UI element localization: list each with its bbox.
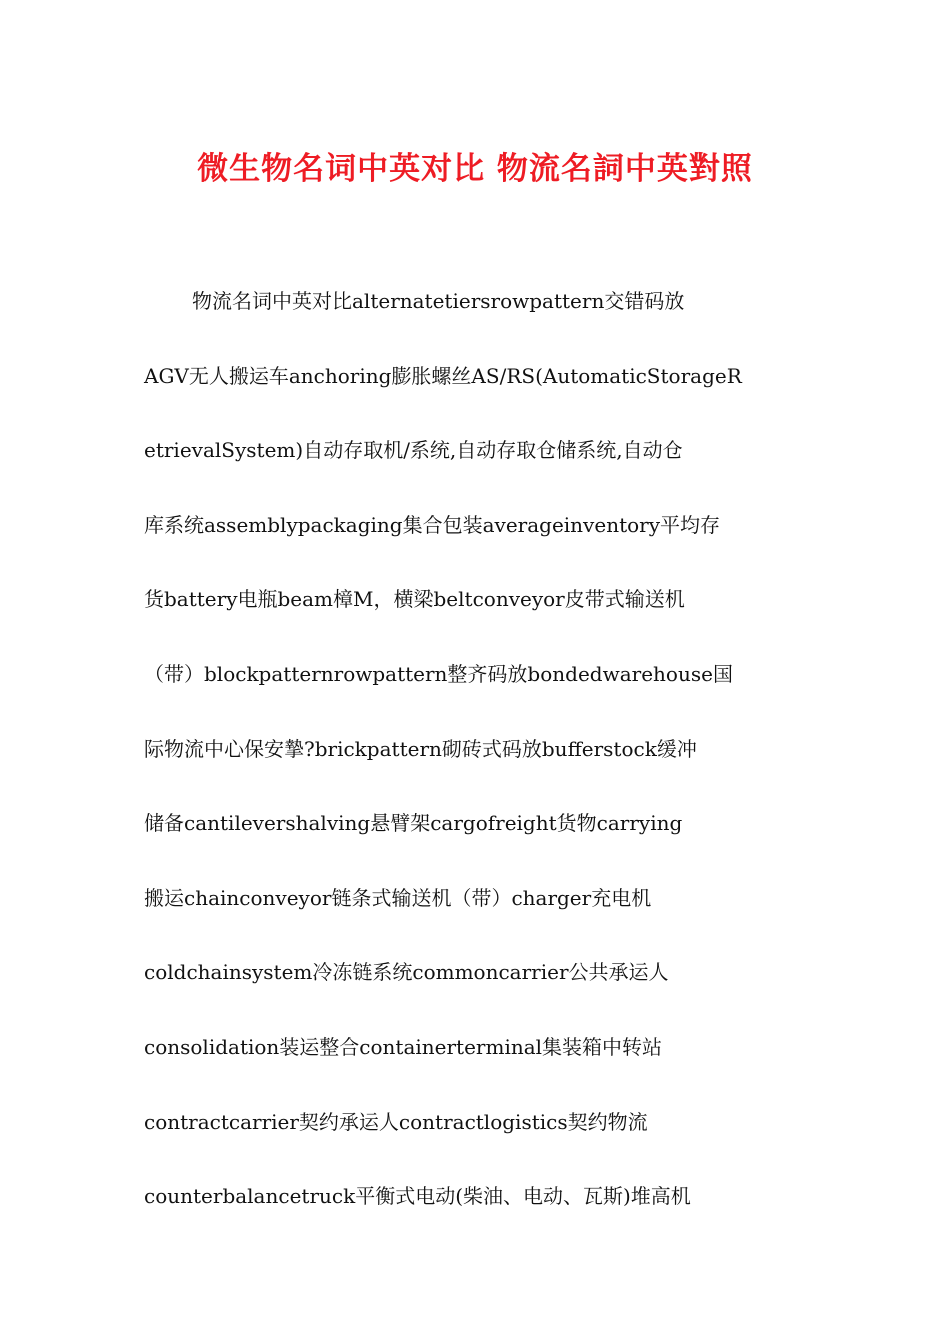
body-line: contractcarrier契约承运人contractlogistics契约物流 (144, 1109, 648, 1134)
body-line: coldchainsystem冷冻链系统commoncarrier公共承运人 (144, 960, 669, 985)
body-line: 储备cantilevershalving悬臂架cargofreight货物carrying (144, 811, 683, 836)
body-line: AGV无人搬运车anchoring膨胀螺丝AS/RS(AutomaticStorageR (144, 363, 742, 388)
body-line: counterbalancetruck平衡式电动(柴油、电动、瓦斯)堆高机 (144, 1184, 691, 1209)
body-line: 货battery电瓶beam樟M，横梁beltconveyor皮带式输送机 (144, 587, 685, 612)
body-line: 搬运chainconveyor链条式输送机（带）charger充电机 (144, 885, 652, 910)
body-line: etrievalSystem)自动存取机/系统,自动存取仓储系统,自动仓 (144, 438, 683, 463)
body-line: 际物流中心保安摯?brickpattern砌砖式码放bufferstock缓冲 (144, 736, 697, 761)
body-line: 物流名词中英对比alternatetiersrowpattern交错码放 (192, 289, 685, 313)
body-line: （带）blockpatternrowpattern整齐码放bondedwarehouse国 (144, 661, 733, 686)
body-line: consolidation装运整合containerterminal集装箱中转站 (144, 1034, 663, 1059)
body-line: 库系统assemblypackaging集合包装averageinventory平均存 (144, 512, 721, 537)
document-title: 微生物名词中英对比 物流名詞中英對照 (197, 151, 753, 187)
document-body (144, 282, 809, 1252)
